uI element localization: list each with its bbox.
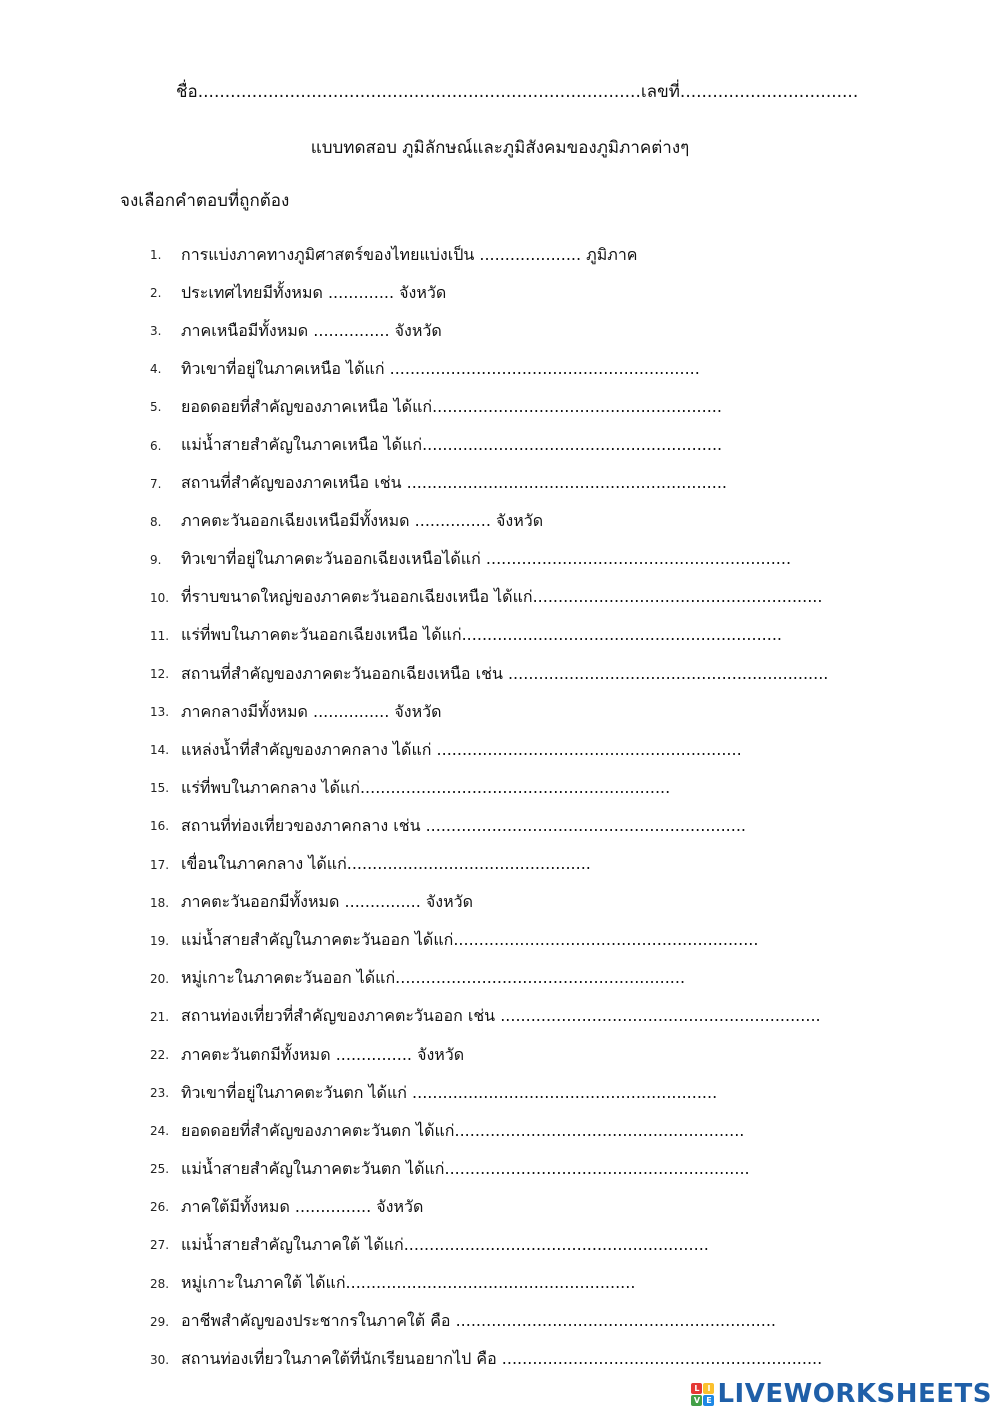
question-number: 17. [150, 857, 170, 872]
question-number: 29. [150, 1314, 170, 1329]
question-item [150, 312, 970, 350]
question-number: 12. [150, 667, 170, 682]
question-text: แหล่งน้ำที่สำคัญของภาคกลาง ได้แก่ ............................................................ [181, 739, 742, 759]
question-item [150, 693, 970, 731]
question-list [150, 236, 970, 1379]
question-text: แม่น้ำสายสำคัญในภาคเหนือ ได้แก่........................................................... [181, 435, 723, 455]
question-text: สถานที่สำคัญของภาคตะวันออกเฉียงเหนือ เช่น ............................................................... [181, 663, 829, 683]
question-number: 11. [150, 628, 170, 643]
question-item [150, 1112, 970, 1150]
question-number: 3. [150, 324, 162, 339]
question-item [150, 579, 970, 617]
question-text: ทิวเขาที่อยู่ในภาคตะวันตก ได้แก่ ............................................................ [181, 1082, 718, 1102]
question-number: 7. [150, 476, 162, 491]
logo-tile: I [703, 1383, 714, 1394]
question-text: ภาคกลางมีทั้งหมด ............... จังหวัด [181, 701, 442, 721]
question-number: 27. [150, 1238, 170, 1253]
question-text: ทิวเขาที่อยู่ในภาคเหนือ ได้แก่ ............................................................. [181, 358, 700, 378]
question-text: ประเทศไทยมีทั้งหมด ............. จังหวัด [181, 282, 447, 302]
question-number: 22. [150, 1048, 170, 1063]
logo-icon [691, 1383, 714, 1406]
question-item [150, 541, 970, 579]
question-number: 26. [150, 1200, 170, 1215]
question-item [150, 503, 970, 541]
question-text: สถานท่องเที่ยวที่สำคัญของภาคตะวันออก เช่น ............................................................... [181, 1006, 821, 1026]
question-text: สถานที่ท่องเที่ยวของภาคกลาง เช่น ............................................................... [181, 815, 746, 835]
question-number: 28. [150, 1276, 170, 1291]
question-text: เขื่อนในภาคกลาง ได้แก่................................................ [181, 854, 591, 874]
question-item [150, 1226, 970, 1264]
question-text: ทิวเขาที่อยู่ในภาคตะวันออกเฉียงเหนือได้แก่ ............................................................ [181, 549, 792, 569]
question-number: 15. [150, 781, 170, 796]
name-number-line: ชื่อ..................................................................................เลขที่................................. [176, 82, 859, 102]
question-item [150, 884, 970, 922]
question-item [150, 388, 970, 426]
question-number: 4. [150, 362, 162, 377]
question-number: 1. [150, 248, 162, 263]
question-text: สถานท่องเที่ยวในภาคใต้ที่นักเรียนอยากไป คือ ............................................................... [181, 1349, 823, 1369]
question-item [150, 465, 970, 503]
question-number: 19. [150, 933, 170, 948]
question-item [150, 426, 970, 464]
question-item [150, 1265, 970, 1303]
question-item [150, 655, 970, 693]
question-text: ภาคเหนือมีทั้งหมด ............... จังหวัด [181, 320, 442, 340]
logo-text: LIVEWORKSHEETS [717, 1379, 992, 1409]
question-text: การแบ่งภาคทางภูมิศาสตร์ของไทยแบ่งเป็น .................... ภูมิภาค [181, 244, 638, 264]
question-number: 5. [150, 400, 162, 415]
question-text: แม่น้ำสายสำคัญในภาคตะวันออก ได้แก่............................................................ [181, 930, 759, 950]
question-item [150, 1303, 970, 1341]
question-text: แร่ที่พบในภาคตะวันออกเฉียงเหนือ ได้แก่............................................................... [181, 625, 783, 645]
question-text: แร่ที่พบในภาคกลาง ได้แก่............................................................. [181, 777, 671, 797]
question-text: อาชีพสำคัญของประชากรในภาคใต้ คือ ............................................................... [181, 1311, 776, 1331]
question-item [150, 731, 970, 769]
question-number: 23. [150, 1086, 170, 1101]
question-number: 30. [150, 1352, 170, 1367]
question-text: ภาคตะวันออกเฉียงเหนือมีทั้งหมด ............... จังหวัด [181, 511, 544, 531]
question-item [150, 1150, 970, 1188]
question-text: หมู่เกาะในภาคใต้ ได้แก่......................................................... [181, 1273, 636, 1293]
question-number: 14. [150, 743, 170, 758]
question-item [150, 807, 970, 845]
logo-tile: V [691, 1395, 702, 1406]
question-item [150, 274, 970, 312]
logo-tile: E [703, 1395, 714, 1406]
question-text: ภาคใต้มีทั้งหมด ............... จังหวัด [181, 1196, 424, 1216]
question-number: 9. [150, 552, 162, 567]
question-number: 10. [150, 590, 170, 605]
liveworksheets-logo [691, 1379, 992, 1409]
question-text: แม่น้ำสายสำคัญในภาคตะวันตก ได้แก่............................................................ [181, 1158, 750, 1178]
question-text: หมู่เกาะในภาคตะวันออก ได้แก่......................................................... [181, 968, 686, 988]
question-number: 8. [150, 514, 162, 529]
question-number: 2. [150, 286, 162, 301]
question-text: ภาคตะวันออกมีทั้งหมด ............... จังหวัด [181, 892, 474, 912]
question-item [150, 1036, 970, 1074]
question-item [150, 236, 970, 274]
question-text: แม่น้ำสายสำคัญในภาคใต้ ได้แก่............................................................ [181, 1234, 709, 1254]
question-item [150, 617, 970, 655]
question-text: ที่ราบขนาดใหญ่ของภาคตะวันออกเฉียงเหนือ ได้แก่......................................................... [181, 587, 823, 607]
question-item [150, 769, 970, 807]
question-number: 24. [150, 1124, 170, 1139]
logo-tile: L [691, 1383, 702, 1394]
question-item [150, 350, 970, 388]
question-number: 20. [150, 971, 170, 986]
question-number: 21. [150, 1009, 170, 1024]
question-item [150, 922, 970, 960]
question-number: 13. [150, 705, 170, 720]
question-text: ภาคตะวันตกมีทั้งหมด ............... จังหวัด [181, 1044, 465, 1064]
question-number: 25. [150, 1162, 170, 1177]
question-text: สถานที่สำคัญของภาคเหนือ เช่น ............................................................... [181, 473, 728, 493]
question-item [150, 998, 970, 1036]
question-text: ยอดดอยที่สำคัญของภาคตะวันตก ได้แก่......................................................... [181, 1120, 745, 1140]
question-number: 16. [150, 819, 170, 834]
question-item [150, 960, 970, 998]
question-text: ยอดดอยที่สำคัญของภาคเหนือ ได้แก่......................................................... [181, 396, 722, 416]
instruction-text: จงเลือกคำตอบที่ถูกต้อง [120, 191, 290, 211]
question-item [150, 1341, 970, 1379]
page-title: แบบทดสอบ ภูมิลักษณ์และภูมิสังคมของภูมิภาคต่างๆ [310, 138, 690, 158]
question-number: 18. [150, 895, 170, 910]
question-item [150, 1188, 970, 1226]
question-number: 6. [150, 438, 162, 453]
question-item [150, 846, 970, 884]
question-item [150, 1074, 970, 1112]
